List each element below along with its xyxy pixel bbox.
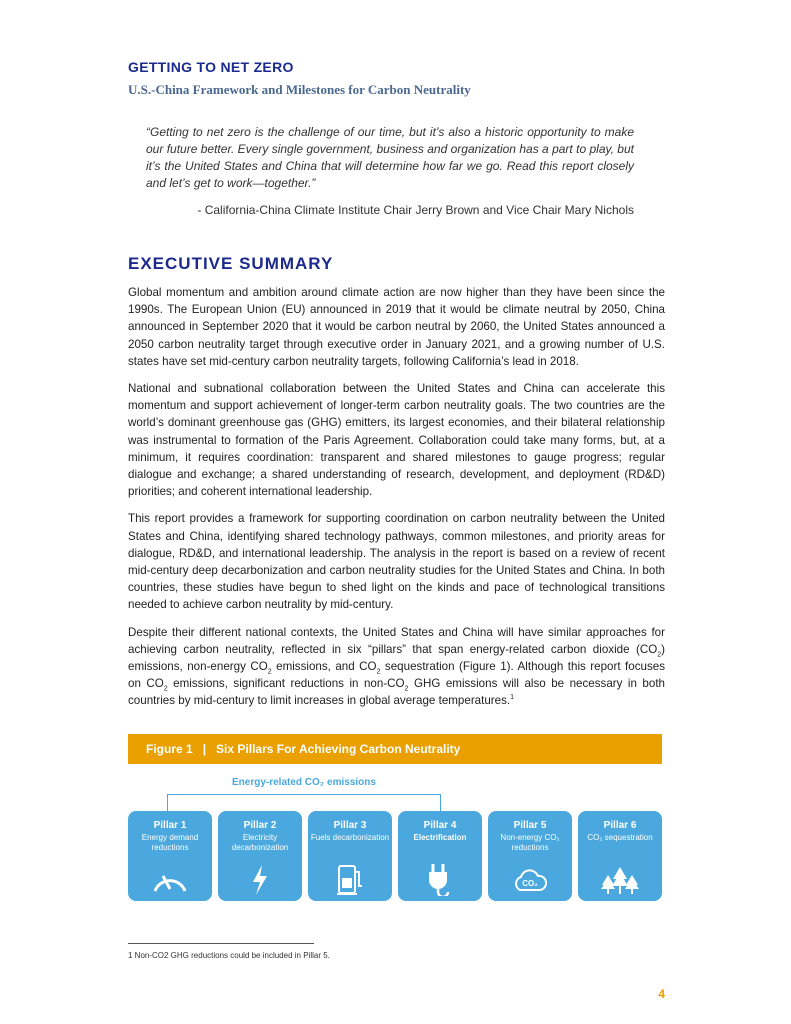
pillar-desc: Non-energy CO₂ reductions <box>500 832 560 852</box>
pillar-desc: Fuels decarbonization <box>310 832 390 842</box>
pillar-title: Pillar 4 <box>423 819 457 831</box>
text-segment: emissions, and CO <box>271 660 377 674</box>
energy-group-label: Energy-related CO₂ emissions <box>232 776 376 788</box>
paragraph-4 <box>128 624 665 710</box>
text-segment: ) emissions, non-energy CO <box>128 642 665 674</box>
subscript: 2 <box>404 685 409 693</box>
figure-1 <box>128 734 662 901</box>
section-title: EXECUTIVE SUMMARY <box>128 254 334 273</box>
pillar-desc: Energy demand reductions <box>141 832 199 852</box>
energy-group-bracket <box>167 794 441 811</box>
footnote-divider <box>128 943 314 944</box>
lightning-icon <box>220 861 300 895</box>
running-header-title: GETTING TO NET ZERO <box>128 59 294 75</box>
subscript: 2 <box>657 651 662 659</box>
pillar-1 <box>128 811 212 901</box>
quote-attribution: - California-China Climate Institute Chair Jerry Brown and Vice Chair Mary Nichols <box>197 203 634 217</box>
pillar-3 <box>308 811 392 901</box>
fuel-pump-icon <box>310 861 390 895</box>
paragraph-3: This report provides a framework for supporting coordination on carbon neutrality between the United States and China, identifying shared technology pathways, common milestones, and priority areas for dialogue, RD&D, and international leadership. The analysis in the report is based on a review of recent mid-century deep decarbonization and carbon neutrality studies for the United States and China. In both countries, these studies have begun to shed light on the kinds and pace of technological transitions needed to achieve carbon neutrality by mid-century. <box>128 512 665 612</box>
pillars-diagram <box>128 811 662 901</box>
pillar-desc: Electrification <box>413 832 467 842</box>
figure-separator: | <box>202 741 207 756</box>
trees-icon <box>580 861 660 895</box>
footnote: 1 Non-CO2 GHG reductions could be included in Pillar 5. <box>128 950 330 960</box>
running-header-subtitle: U.S.-China Framework and Milestones for Carbon Neutrality <box>128 82 471 97</box>
text-segment: sequestration (Figure 1). Although this report focuses on CO <box>128 660 665 691</box>
pillar-title: Pillar 2 <box>243 819 277 831</box>
footnote-ref: 1 <box>510 694 515 702</box>
pillar-2 <box>218 811 302 901</box>
figure-title: Six Pillars For Achieving Carbon Neutrality <box>216 741 461 756</box>
gauge-icon <box>130 861 210 895</box>
pillar-4 <box>398 811 482 901</box>
subscript: 2 <box>163 685 168 693</box>
figure-header <box>128 734 662 764</box>
page-number: 4 <box>658 986 665 1001</box>
pillar-title: Pillar 3 <box>333 819 367 831</box>
co2-cloud-icon <box>490 861 570 895</box>
paragraph-1: Global momentum and ambition around climate action are now higher than they have been since the 1990s. The European Union (EU) announced in 2019 that it would be climate neutral by 2050, China announced in September 2020 that it would be carbon neutral by 2060, the United States announced a 2050 carbon neutrality target through executive order in January 2021, and a growing number of U.S. states have set mid-century carbon neutrality targets, following California’s lead in 2018. <box>128 286 665 368</box>
subscript: 2 <box>376 668 381 676</box>
text-segment: GHG emissions will also be necessary in both countries by mid-century to limit increases in global average temperatures. <box>128 677 665 708</box>
pillar-desc: Electricity decarbonization <box>231 832 289 852</box>
pillar-title: Pillar 5 <box>513 819 547 831</box>
text-segment: emissions, significant reductions in non-CO <box>167 677 405 691</box>
co2-text: CO₂ <box>522 878 538 888</box>
paragraph-2: National and subnational collaboration between the United States and China can accelerate this momentum and support achievement of longer-term carbon neutrality goals. The two countries are the world’s dominant greenhouse gas (GHG) emitters, its largest economies, and their bilateral relationship was instrumental to formation of the Paris Agreement. Collaboration could take many forms, but, at a minimum, it requires coordination: transparent and shared milestones to gauge progress; regular dialogue and exchange; a shared understanding of research, development, and deployment (RD&D) priorities; and coherent international leadership. <box>128 382 665 499</box>
pillar-title: Pillar 1 <box>153 819 187 831</box>
opening-quote: “Getting to net zero is the challenge of our time, but it’s also a historic opportunity to make our future better. Every single government, business and organization has a part to play, but it’s the United States and China that will determine how far we go. Read this report closely and let’s get to work—together.” <box>146 125 634 190</box>
pillar-desc: CO₂ sequestration <box>587 832 653 842</box>
figure-number: Figure 1 <box>146 741 193 756</box>
pillar-5 <box>488 811 572 901</box>
text-segment: Despite their different national contexts, the United States and China will have similar approaches for achieving carbon neutrality, reflected in six “pillars” that span energy-related carbon dioxide (CO <box>128 625 665 656</box>
subscript: 2 <box>267 668 272 676</box>
plug-icon <box>400 861 480 895</box>
pillar-6 <box>578 811 662 901</box>
pillar-title: Pillar 6 <box>603 819 637 831</box>
